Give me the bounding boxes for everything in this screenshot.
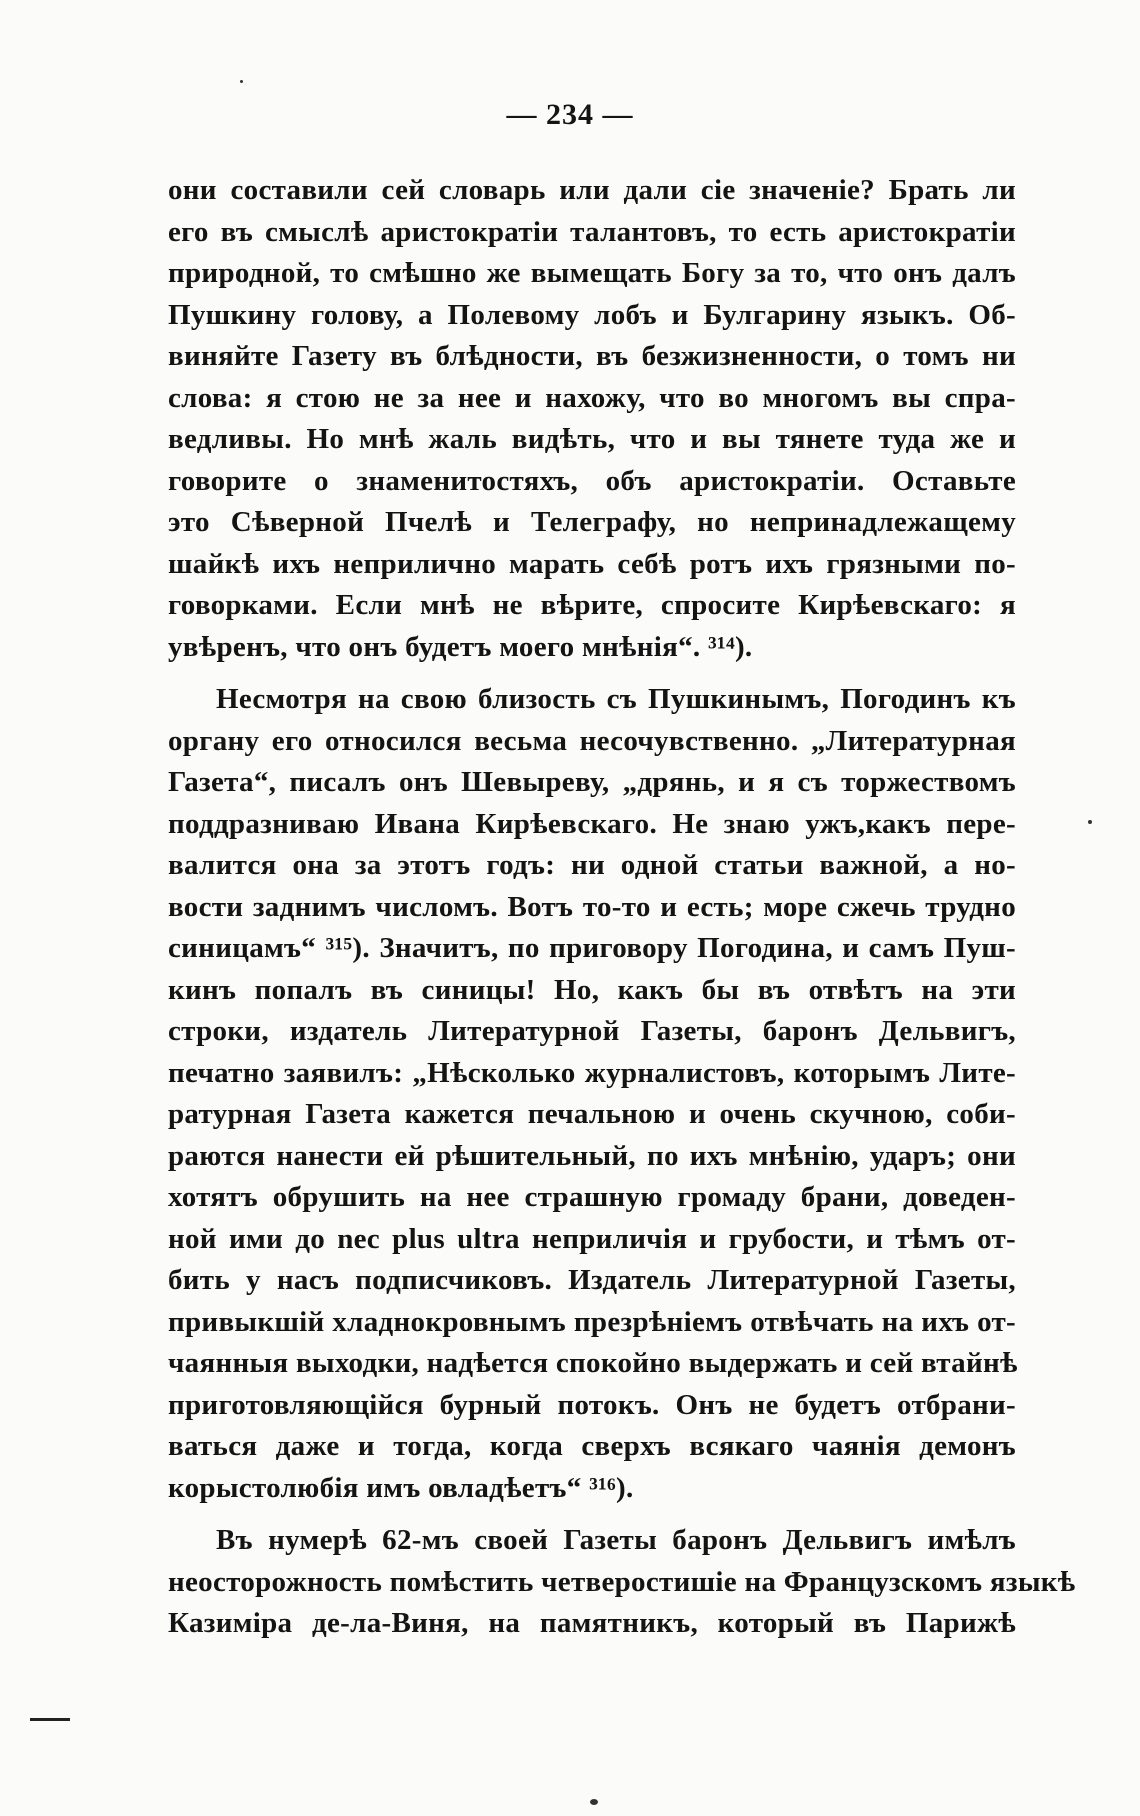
text-line: раются нанести ей рѣшительный, по ихъ мнѣнію, ударъ; они bbox=[168, 1139, 1016, 1172]
text-line: его въ смыслѣ аристократіи талантовъ, то есть аристократіи bbox=[168, 215, 1016, 248]
text-line: Казиміра де-ла-Виня, на памятникъ, который въ Парижѣ bbox=[168, 1607, 1016, 1639]
text-line: привыкшій хладнокровнымъ презрѣніемъ отвѣчать на ихъ от- bbox=[168, 1305, 1016, 1338]
text-line: ведливы. Но мнѣ жаль видѣть, что и вы тянете туда же и bbox=[168, 423, 1016, 455]
text-line: вости заднимъ числомъ. Вотъ то-то и есть; море сжечь трудно bbox=[168, 890, 1016, 923]
text-line: приготовляющійся бурный потокъ. Онъ не будетъ отбрани- bbox=[168, 1388, 1016, 1421]
ink-speck bbox=[1088, 820, 1092, 824]
text-line: печатно заявилъ: „Нѣсколько журналистовъ, которымъ Лите- bbox=[168, 1056, 1016, 1089]
text-line: синицамъ“ ³¹⁵). Значитъ, по приговору Погодина, и самъ Пуш- bbox=[168, 932, 1016, 964]
text-line: чаянныя выходки, надѣется спокойно выдержать и сей втайнѣ bbox=[168, 1347, 1018, 1379]
text-line: ваться даже и тогда, когда сверхъ всякаго чаянія демонъ bbox=[168, 1430, 1016, 1462]
body-text bbox=[168, 170, 1076, 1656]
ink-speck bbox=[590, 1799, 598, 1805]
text-line: шайкѣ ихъ неприлично марать себѣ ротъ ихъ грязными по- bbox=[168, 547, 1016, 580]
text-line: валится она за этотъ годъ: ни одной статьи важной, а но- bbox=[168, 849, 1016, 881]
ink-speck bbox=[240, 80, 243, 83]
text-line: Въ нумерѣ 62-мъ своей Газеты баронъ Дельвигъ имѣлъ bbox=[216, 1524, 1016, 1556]
text-line: ной ими до nec plus ultra неприличія и грубости, и тѣмъ от- bbox=[168, 1222, 1016, 1255]
text-line: природной, то смѣшно же вымещать Богу за то, что онъ далъ bbox=[168, 257, 1016, 289]
text-line: корыстолюбія имъ овладѣетъ“ ³¹⁶). bbox=[168, 1471, 634, 1504]
text-line: бить у насъ подписчиковъ. Издатель Литературной Газеты, bbox=[168, 1264, 1016, 1296]
text-line: неосторожность помѣстить четверостишіе на Французскомъ языкѣ bbox=[168, 1565, 1076, 1598]
page-number: — 234 — bbox=[506, 98, 634, 131]
text-line: Газета“, писалъ онъ Шевыреву, „дрянь, и я съ торжествомъ bbox=[168, 766, 1016, 798]
text-line: виняйте Газету въ блѣдности, въ безжизненности, о томъ ни bbox=[168, 340, 1016, 372]
text-line: поддразниваю Ивана Кирѣевскаго. Не знаю ужъ,какъ пере- bbox=[168, 807, 1016, 840]
paragraph-2 bbox=[168, 679, 1016, 1509]
text-line: увѣренъ, что онъ будетъ моего мнѣнія“. ³¹⁴). bbox=[168, 630, 753, 663]
text-line: слова: я стою не за нее и нахожу, что во многомъ вы спра- bbox=[168, 381, 1016, 414]
text-line: Пушкину голову, а Полевому лобъ и Булгарину языкъ. Об- bbox=[168, 298, 1016, 331]
text-line: кинъ попалъ въ синицы! Но, какъ бы въ отвѣтъ на эти bbox=[168, 973, 1016, 1006]
text-line: органу его относился весьма несочувственно. „Литературная bbox=[168, 724, 1016, 757]
text-line: говорите о знаменитостяхъ, объ аристократіи. Оставьте bbox=[168, 464, 1016, 497]
text-line: Несмотря на свою близость съ Пушкинымъ, Погодинъ къ bbox=[216, 683, 1016, 715]
paragraph-3 bbox=[168, 1520, 1076, 1645]
text-line: это Сѣверной Пчелѣ и Телеграфу, но непринадлежащему bbox=[168, 506, 1016, 538]
margin-rule bbox=[30, 1718, 70, 1721]
text-line: говорками. Если мнѣ не вѣрите, спросите Кирѣевскаго: я bbox=[168, 589, 1016, 621]
text-line: строки, издатель Литературной Газеты, баронъ Дельвигъ, bbox=[168, 1015, 1016, 1047]
text-line: ратурная Газета кажется печальною и очень скучною, соби- bbox=[168, 1098, 1016, 1130]
text-line: они составили сей словарь или дали сіе значеніе? Брать ли bbox=[168, 174, 1016, 206]
paragraph-1 bbox=[168, 170, 1016, 668]
text-line: хотятъ обрушить на нее страшную громаду брани, доведен- bbox=[168, 1181, 1016, 1213]
